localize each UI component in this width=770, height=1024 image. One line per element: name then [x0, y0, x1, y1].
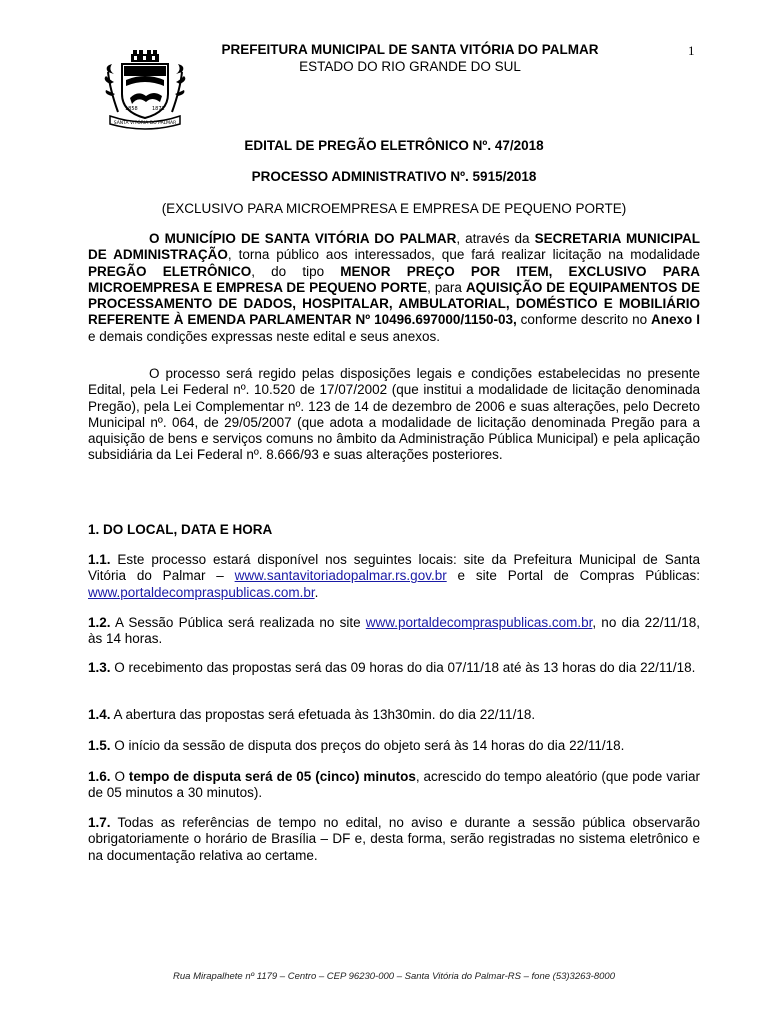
intro-text-6: e demais condições expressas neste edital e seus anexos.: [88, 328, 440, 344]
intro-text-1: , através da: [456, 231, 535, 246]
item-1-4: [88, 707, 700, 723]
header-subtitle: ESTADO DO RIO GRANDE DO SUL: [299, 59, 521, 74]
crest-ribbon-text: SANTA VITÓRIA DO PALMAR: [113, 121, 177, 126]
item-1-1-text-b: e site Portal de Compras Públicas:: [446, 568, 700, 584]
intro-anexo: Anexo I: [651, 312, 700, 328]
page-number: 1: [688, 43, 695, 58]
item-1-3-text: O recebimento das propostas será das 09 horas do dia 07/11/18 até às 13 horas do dia 22/11/18.: [110, 660, 696, 675]
item-1-7-text: Todas as referências de tempo no edital, no aviso e durante a sessão pública observarão obrigatoriamente o horário de Brasília – DF e, desta forma, serão registradas no sistema eletrônico e na documentação relativa ao certame.: [88, 815, 700, 863]
intro-paragraph: [88, 231, 700, 345]
edital-title: EDITAL DE PREGÃO ELETRÔNICO Nº. 47/2018: [244, 138, 544, 153]
page-footer-address: Rua Mirapalhete nº 1179 – Centro – CEP 96230-000 – Santa Vitória do Palmar-RS – fone (53)3263-8000: [173, 971, 615, 982]
item-1-5: [88, 738, 700, 754]
prefeitura-site-link[interactable]: www.santavitoriadopalmar.rs.gov.br: [234, 568, 447, 584]
item-1-3: [88, 660, 700, 676]
item-1-1: [88, 552, 700, 601]
section-1-heading: 1. DO LOCAL, DATA E HORA: [88, 522, 273, 537]
item-1-6-number: 1.6.: [88, 769, 111, 784]
item-1-3-number: 1.3.: [88, 660, 111, 675]
item-1-4-number: 1.4.: [88, 707, 111, 722]
intro-text-3: , do tipo: [251, 263, 341, 279]
intro-text-2: , torna público aos interessados, que fará realizar licitação na modalidade: [227, 247, 700, 263]
legal-basis-paragraph: O processo será regido pelas disposições legais e condições estabelecidas no presente Edital, pela Lei Federal nº. 10.520 de 17/07/2002 (que institui a modalidade de licitação denominada Pregão), pela Lei Complementar nº. 123 de 14 de dezembro de 2006 e suas alterações, pelo Decreto Municipal nº. 064, de 29/05/2007 (que adota a modalidade de licitação denominada Pregão para a aquisição de bens e serviços comuns no âmbito da Administração Pública Municipal) e pela aplicação subsidiária da Lei Federal nº. 8.666/93 e suas alterações posteriores.: [88, 366, 700, 463]
intro-modalidade: PREGÃO ELETRÔNICO: [88, 263, 252, 279]
crest-year-left: 1858: [125, 106, 138, 112]
item-1-2-number: 1.2.: [88, 615, 111, 630]
item-1-6-text-b: , acrescido do tempo aleatório (que pode variar de 05 minutos a 30 minutos).: [88, 769, 700, 801]
intro-municipio: O MUNICÍPIO DE SANTA VITÓRIA DO PALMAR: [149, 231, 457, 246]
item-1-2-text-b: , no dia 22/11/18, às 14 horas.: [88, 615, 700, 647]
intro-text-4: , para: [427, 279, 466, 295]
item-1-5-number: 1.5.: [88, 738, 111, 753]
item-1-1-number: 1.1.: [88, 552, 111, 567]
item-1-7: [88, 815, 700, 864]
exclusivo-subtitle: (EXCLUSIVO PARA MICROEMPRESA E EMPRESA DE PEQUENO PORTE): [161, 201, 627, 216]
intro-secretaria: SECRETARIA MUNICIPAL DE ADMINISTRAÇÃO: [88, 231, 700, 263]
item-1-7-number: 1.7.: [88, 815, 111, 830]
sessao-publica-link[interactable]: www.portaldecompraspublicas.com.br: [365, 615, 593, 630]
municipal-coat-of-arms: [104, 50, 186, 130]
item-1-2-text-a: A Sessão Pública será realizada no site: [110, 615, 366, 630]
intro-tipo: MENOR PREÇO POR ITEM, EXCLUSIVO PARA MICROEMPRESA E EMPRESA DE PEQUENO PORTE: [88, 263, 700, 295]
item-1-5-text: O início da sessão de disputa dos preços do objeto será às 14 horas do dia 22/11/18.: [110, 738, 625, 753]
item-1-1-text-c: .: [314, 584, 319, 600]
processo-title: PROCESSO ADMINISTRATIVO Nº. 5915/2018: [251, 169, 537, 184]
item-1-6-text-a: O: [110, 769, 129, 784]
item-1-6-bold: tempo de disputa será de 05 (cinco) minutos: [128, 769, 416, 784]
header-title: PREFEITURA MUNICIPAL DE SANTA VITÓRIA DO PALMAR: [221, 42, 599, 57]
item-1-6: [88, 769, 700, 802]
portal-compras-link[interactable]: www.portaldecompraspublicas.com.br: [88, 584, 315, 600]
intro-text-5: conforme descrito no: [516, 312, 652, 328]
item-1-2: [88, 615, 700, 648]
item-1-4-text: A abertura das propostas será efetuada às 13h30min. do dia 22/11/18.: [110, 707, 536, 722]
intro-objeto: AQUISIÇÃO DE EQUIPAMENTOS DE PROCESSAMENTO DE DADOS, HOSPITALAR, AMBULATORIAL, DOMÉSTICO E MOBILIÁRIO REFERENTE À EMENDA PARLAMENTAR Nº 10496.697000/1150-03,: [88, 279, 700, 328]
crest-year-right: 1872: [152, 106, 165, 112]
item-1-1-text-a: Este processo estará disponível nos seguintes locais: site da Prefeitura Municipal de Santa Vitória do Palmar –: [88, 552, 700, 584]
